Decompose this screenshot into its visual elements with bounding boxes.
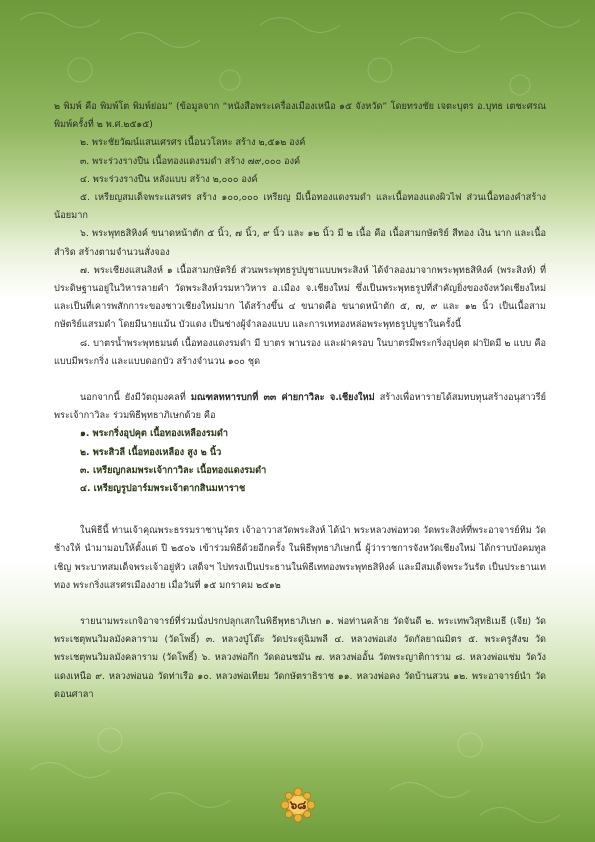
list-item-5: ๕. เหรียญสมเด็จพระแสรศร สร้าง ๑๐๐,๐๐๐ เหรียญ มีเนื้อทองแดงรมดำ และเนื้อทองแดงผิวไฟ ส่วนเนื้อทองคำสร้างน้อยมาก xyxy=(54,192,546,222)
paragraph-source-note: ๒ พิมพ์ คือ พิมพ์โต พิมพ์ย่อม” (ข้อมูลจาก “หนังสือพระเครื่องเมืองเหนือ ๑๕ จังหวัด” โดยทรงชัย เจตะบุตร อ.บุทธ เตชะศรณ พิมพ์ครั้งที่ ๒ พ.ศ.๒๕๑๕) xyxy=(54,101,546,131)
list-item-8: ๘. บาตรน้ำพระพุทธมนต์ เนื้อทองแดงรมดำ มี บาตร พานรอง และฝาครอบ ในบาตรมีพระกริ่งอุปคุต ฝาปิดมี ๒ แบบ คือ แบบมีพระกริ่ง และแบบดอกบัว สร้างจำนวน ๑๐๐ ชุด xyxy=(54,337,546,367)
list-item-6: ๖. พระพุทธสิหิงค์ ขนาดหน้าตัก ๕ นิ้ว, ๗ นิ้ว, ๙ นิ้ว และ ๑๒ นิ้ว มี ๒ เนื้อ คือ เนื้อสามกษัตริย์ สีทอง เงิน นาก และเนื้อสำริด สร้างตามจำนวนสั่งจอง xyxy=(54,228,546,258)
page-number-badge xyxy=(280,787,316,823)
list-item-7: ๗. พระเชียงแสนสิงห์ ๑ เนื้อสามกษัตริย์ ส่วนพระพุทธรูปบูชาแบบพระสิงห์ ได้จำลองมาจากพระพุทธสิหิงค์ (พระสิงห์) ที่ประดิษฐานอยู่ในวิหารลายคำ วัดพระสิงห์วรมหาวิหาร อ.เมือง จ.เชียงใหม่ ซึ่งเป็นพระพุทธรูปที่สำคัญยิ่งของจังหวัดเชียงใหม่ และเป็นที่เคารพสักการะของชาวเชียงใหม่มาก ได้สร้างขึ้น ๔ ขนาดคือ ขนาดหน้าตัก ๕, ๗, ๙ และ ๑๒ นิ้ว เป็นเนื้อสามกษัตริย์แสรมดำ โดยมีนายแม้น บัวแดง เป็นช่างผู้จำลองแบบ และการเททองหล่อพระพุทธรูปบูชาในครั้งนี้ xyxy=(54,264,546,331)
page-number: ๖๘ xyxy=(289,798,307,812)
page-body xyxy=(54,98,546,704)
highlight-unit-name: มณฑลทหารบกที่ ๓๓ ค่ายกาวิละ จ.เชียงใหม่ xyxy=(190,392,375,404)
paragraph-additional-items xyxy=(54,389,546,425)
bold-item-2: ๒. พระสิวลี เนื้อทองเหลือง สูง ๒ นิ้ว xyxy=(80,446,222,458)
list-item-3: ๓. พระร่วงรางปืน เนื้อทองแดงรมดำ สร้าง ๗๙,๐๐๐ องค์ xyxy=(80,155,301,167)
intro-text: นอกจากนี้ ยังมีวัตถุมงคลที่ มณฑลทหารบกที่ ๓๓ ค่ายกาวิละ จ.เชียงใหม่ สร้างเพื่อหารายได้สมทบทุนสร้างอนุสาวรีย์พระเจ้ากาวิละ ร่วมพิธีพุทธาภิเษกด้วย คือ xyxy=(54,392,546,422)
paragraph-monk-list: รายนามพระเกจิอาจารย์ที่ร่วมนั่งปรกปลุกเสกในพิธีพุทธาภิเษก ๑. พ่อท่านคล้าย วัดจันดี ๒. พระเทพวิสุทธิเมธี (เจีย) วัดพระเชตุพนวิมลมังคลาราม (วัดโพธิ์) ๓. หลวงปู่โต๊ะ วัดประดู่ฉิมพลี ๔. หลวงพ่อเส่ง วัดกัลยาณมิตร ๕. พระครูสังฆ วัดพระเชตุพนวิมลมังคลาราม (วัดโพธิ์) ๖. หลวงพ่อกึก วัดดอนชมัน ๗. หลวงพ่ออั้น วัดพระญาติการาม ๘. หลวงพ่อแช่ม วัดวังแดงเหนือ ๙. หลวงพ่อนอ วัดท่าเรือ ๑๐. หลวงพ่อเทียม วัดกษัตราธิราช ๑๑. หลวงพ่อคง วัดบ้านสวน ๑๒. พระอาจารย์นำ วัดดอนศาลา xyxy=(54,616,546,700)
list-item-4: ๔. พระร่วงรางปืน หลังแบบ สร้าง ๒,๐๐๐ องค์ xyxy=(80,173,258,185)
bold-item-3: ๓. เหรียญกลมพระเจ้ากาวิละ เนื้อทองแดงรมดำ xyxy=(80,464,267,476)
paragraph-ceremony: ในพิธีนี้ ท่านเจ้าคุณพระธรรมราชานุวัตร เจ้าอาวาสวัดพระสิงห์ ได้นำ พระหลวงพ่อทวด วัดพระสิงห์ที่พระอาจารย์ทิม วัดช้างให้ นำมามอบให้ตั้งแต่ ปี ๒๕๐๖ เข้าร่วมพิธีด้วยอีกครั้ง ในพิธีพุทธาภิเษกนี้ ผู้ว่าราชการจังหวัดเชียงใหม่ ได้กราบบังคมทูลเชิญ พระบาทสมเด็จพระเจ้าอยู่หัว เสด็จฯ ไปทรงเป็นประธานในพิธีเททองพระพุทธสิหิงค์ และมีสมเด็จพระวันรัต เป็นประธานเททอง พระกริ่งแสรศรเมืองงาย เมื่อวันที่ ๑๕ มกราคม ๒๕๑๒ xyxy=(54,525,546,591)
bold-item-4: ๔. เหรียญรูปอาร์มพระเจ้าตากสินมหาราช xyxy=(80,483,246,495)
list-item-2: ๒. พระชัยวัฒน์แสนเศรศร เนื้อนวโลหะ สร้าง ๒,๕๑๒ องค์ xyxy=(80,137,306,149)
bold-item-1: ๑. พระกริ่งอุปคุต เนื้อทองเหลืองรมดำ xyxy=(80,428,229,440)
